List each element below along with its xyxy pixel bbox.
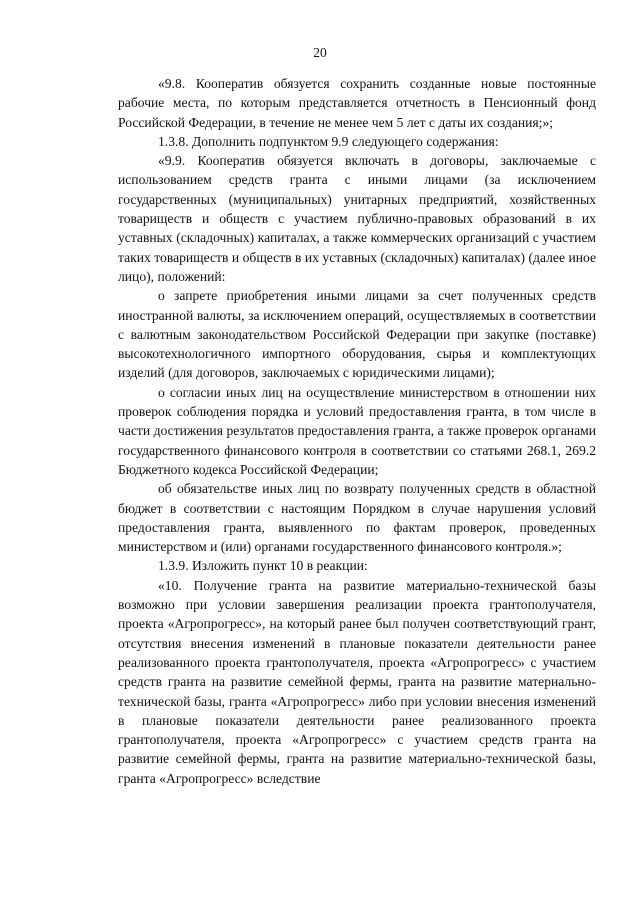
paragraph-currency-ban: о запрете приобретения иными лицами за счет полученных средств иностранной валюты, за исключением операций, осуществляемых в соответствии с валютным законодательством Российской Федерации при закупке (поставке) высокотехнологичного импортного оборудования, сырья и комплектующих изделий (для договоров, заключаемых с юридическими лицами); (118, 288, 596, 381)
paragraph-9-9: «9.9. Кооператив обязуется включать в договоры, заключаемые с использованием средств гранта с иными лицами (за исключением государственных (муниципальных) унитарных предприятий, хозяйственных товариществ и обществ с участием публично-правовых образований в их уставных (складочных) капиталах, а также коммерческих организаций с участием таких товариществ и обществ в их уставных (складочных) капиталах) (далее иное лицо), положений: (118, 153, 596, 284)
paragraph-1-3-9: 1.3.9. Изложить пункт 10 в реакции: (158, 558, 368, 574)
document-body (118, 74, 596, 788)
page-number: 20 (313, 45, 327, 60)
paragraph-1-3-8: 1.3.8. Дополнить подпунктом 9.9 следующего содержания: (158, 133, 499, 149)
paragraph-refund-obligation: об обязательстве иных лиц по возврату полученных средств в областной бюджет в соответствии с настоящим Порядком в случае нарушения условий предоставления гранта, выявленного по фактам проверок, проведенных министерством и (или) органами государственного финансового контроля.»; (118, 481, 596, 555)
paragraph-10: «10. Получение гранта на развитие материально-технической базы возможно при условии завершения реализации проекта грантополучателя, проекта «Агропрогресс», на который ранее был получен соответствующий грант, отсутствия внесения изменений в плановые показатели деятельности ранее реализованного проекта грантополучателя, проекта «Агропрогресс» с участием средств гранта на развитие семейной фермы, гранта на развитие материально-технической базы, гранта «Агропрогресс» либо при условии внесения изменений в плановые показатели деятельности ранее реализованного проекта грантополучателя, проекта «Агропрогресс» с участием средств гранта на развитие семейной фермы, гранта на развитие материально-технической базы, гранта «Агропрогресс» вследствие (118, 577, 596, 786)
paragraph-9-8: «9.8. Кооператив обязуется сохранить созданные новые постоянные рабочие места, по которым представляется отчетность в Пенсионный фонд Российской Федерации, в течение не менее чем 5 лет с даты их создания;»; (118, 76, 596, 130)
paragraph-inspection-consent: о согласии иных лиц на осуществление министерством в отношении них проверок соблюдения порядка и условий предоставления гранта, в том числе в части достижения результатов предоставления гранта, а также проверок органами государственного финансового контроля в соответствии со статьями 268.1, 269.2 Бюджетного кодекса Российской Федерации; (118, 384, 596, 477)
